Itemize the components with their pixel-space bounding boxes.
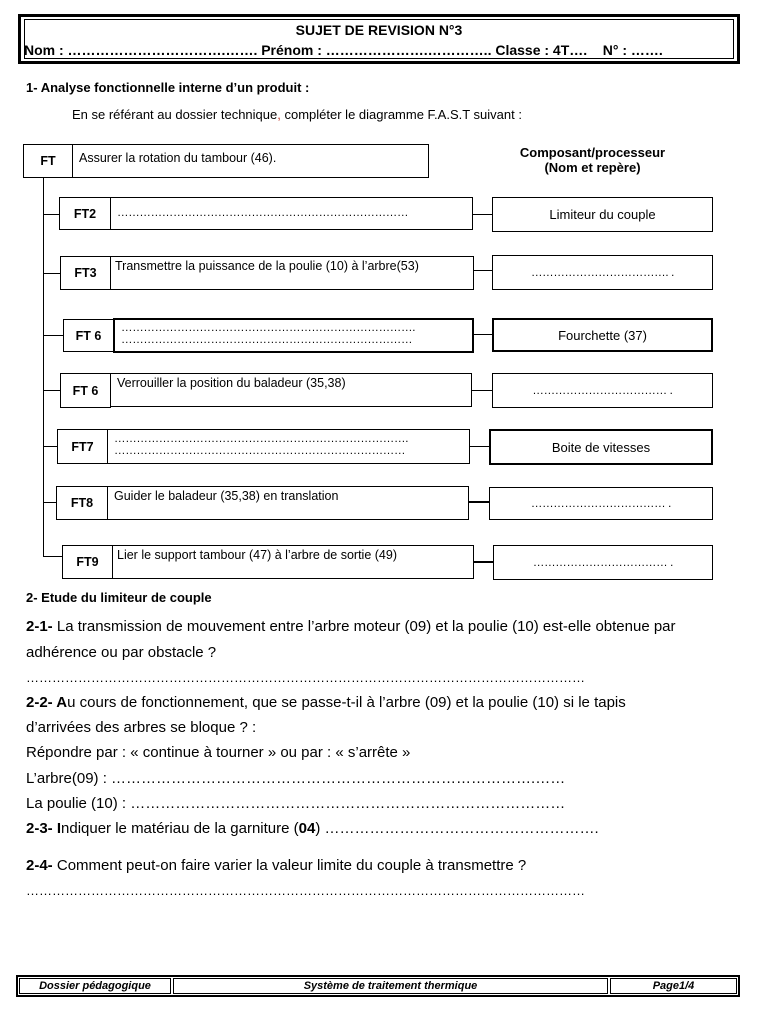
fast-function-ft8: Guider le baladeur (35,38) en translation — [107, 486, 469, 520]
branch-line — [43, 390, 60, 391]
section-2-title: 2- Etude du limiteur de couple — [26, 590, 212, 605]
fast-root-code: FT — [23, 144, 73, 178]
question-2-4 — [26, 857, 526, 874]
connector-line — [469, 501, 489, 503]
answer-2-4[interactable]: ………………………………………………………………………………………………………………… — [26, 883, 585, 898]
connector-line — [470, 446, 489, 447]
instruction-part-2: compléter le diagramme F.A.S.T suivant : — [280, 107, 522, 122]
instruction-comma: , — [277, 107, 281, 122]
question-2-1-number: 2-1- — [26, 618, 53, 635]
fast-component-ft6-a: Fourchette (37) — [492, 318, 713, 352]
footer-center: Système de traitement thermique — [173, 978, 608, 994]
question-2-3-text: ndiquer le matériau de la garniture ( — [61, 820, 299, 837]
fast-component-ft3[interactable] — [492, 255, 713, 290]
fast-function-ft2[interactable]: …………………………………………………………………… — [110, 197, 473, 230]
fast-code-ft3: FT3 — [60, 256, 111, 290]
question-2-4-text: Comment peut-on faire varier la valeur limite du couple à transmettre ? — [52, 857, 527, 874]
answer-2-3: ) ………………………………………………. — [315, 820, 599, 837]
fast-code-ft8: FT8 — [56, 486, 108, 520]
fast-code-ft6-b: FT 6 — [60, 373, 111, 408]
section-1-title: 1- Analyse fonctionnelle interne d’un produit : — [26, 80, 310, 95]
question-2-3-number: 2-3- I — [26, 820, 62, 837]
student-info-line[interactable]: Nom : …………………………….……. Prénom : ………………….………….. Classe : 4T…. N° : ……. — [24, 42, 663, 58]
fast-component-ft8[interactable] — [489, 487, 713, 520]
fast-function-ft7-line-2: …………………………………………………………………… — [114, 445, 406, 457]
question-2-1-text: La transmission de mouvement entre l’arbre moteur (09) et la poulie (10) est-elle obtenue par — [52, 618, 676, 635]
component-header-line-2: (Nom et repère) — [544, 160, 641, 175]
fast-trunk-line — [43, 178, 44, 556]
question-2-4-number: 2-4- — [26, 857, 53, 874]
fast-function-ft6-b: Verrouiller la position du baladeur (35,38) — [110, 373, 472, 407]
component-header-line-1: Composant/processeur — [519, 145, 666, 160]
answer-2-1[interactable]: ………………………………………………………………………………………………………………… — [26, 670, 585, 685]
section-1-instruction — [72, 107, 522, 122]
instruction-part-1: En se référant au dossier technique — [72, 107, 278, 122]
fast-code-ft6-a: FT 6 — [63, 319, 114, 352]
branch-line — [43, 556, 62, 557]
footer-left: Dossier pédagogique — [19, 978, 171, 994]
connector-line — [472, 390, 492, 391]
footer-page-number: Page1/4 — [610, 978, 737, 994]
fast-code-ft9: FT9 — [62, 545, 113, 579]
fast-function-ft9: Lier le support tambour (47) à l’arbre de sortie (49) — [112, 545, 474, 579]
connector-line — [474, 270, 492, 271]
fast-function-ft7[interactable] — [107, 429, 470, 464]
fast-function-ft3: Transmettre la puissance de la poulie (10) à l’arbre(53) — [110, 256, 474, 290]
component-column-header — [470, 145, 715, 175]
question-2-2-line-2: d’arrivées des arbres se bloque ? : — [26, 719, 257, 736]
fast-function-ft6-a[interactable] — [113, 318, 474, 353]
question-2-2-text: u cours de fonctionnement, que se passe-t-il à l’arbre (09) et la poulie (10) si le tapis — [67, 694, 626, 711]
page-title: SUJET DE REVISION N°3 — [295, 22, 463, 38]
fast-code-ft7: FT7 — [57, 429, 108, 464]
answer-2-2-poulie[interactable]: La poulie (10) : …………………………………………………………………………… — [26, 795, 566, 812]
fast-component-ft6-b[interactable] — [492, 373, 713, 408]
fast-component-ft6-b-text: ……………………………… . — [532, 384, 673, 397]
question-2-3[interactable] — [26, 820, 599, 837]
branch-line — [43, 446, 57, 447]
fast-component-ft9[interactable] — [493, 545, 713, 580]
question-2-2-instruction: Répondre par : « continue à tourner » ou par : « s’arrête » — [26, 744, 411, 761]
fast-function-ft7-line-1: ……………………………………………………………………. — [114, 433, 409, 445]
branch-line — [43, 273, 60, 274]
fast-function-ft6-a-line-2: …………………………………………………………………… — [121, 334, 413, 346]
connector-line — [474, 561, 493, 563]
connector-line — [474, 334, 492, 335]
question-2-3-ref: 04 — [298, 820, 316, 837]
question-2-1 — [26, 618, 676, 635]
answer-2-2-arbre[interactable]: L’arbre(09) : ………………………………………………………………………….…… — [26, 770, 566, 787]
connector-line — [473, 214, 492, 215]
fast-code-ft2: FT2 — [59, 197, 111, 230]
question-2-2-number: 2-2- A — [26, 694, 68, 711]
fast-component-ft9-text: ……………………………… . — [532, 556, 674, 569]
question-2-1-line-2: adhérence ou par obstacle ? — [26, 644, 217, 661]
question-2-2 — [26, 694, 626, 711]
branch-line — [43, 214, 59, 215]
fast-root-function: Assurer la rotation du tambour (46). — [72, 144, 429, 178]
fast-component-ft8-text: ……………………………… . — [530, 497, 672, 510]
fast-function-ft6-a-line-1: ……………………………………………………………………. — [121, 322, 416, 334]
fast-component-ft7: Boite de vitesses — [489, 429, 713, 465]
branch-line — [43, 502, 56, 503]
fast-component-ft3-text: ………………………………. . — [530, 266, 675, 279]
fast-component-ft2: Limiteur du couple — [492, 197, 713, 232]
branch-line — [43, 335, 63, 336]
